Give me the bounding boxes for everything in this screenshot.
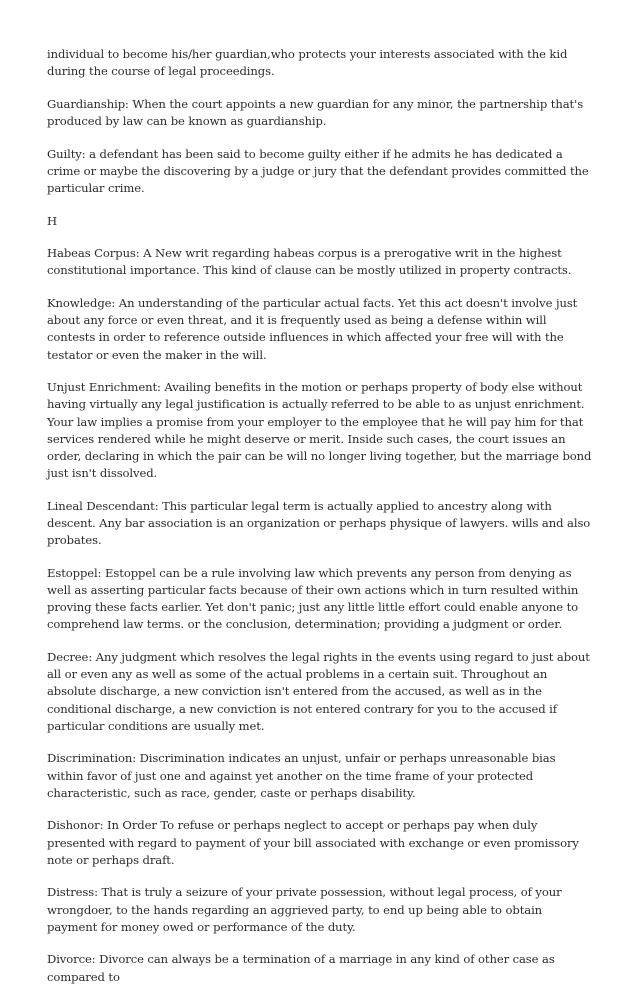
paragraph-distress: Distress: That is truly a seizure of your private possession, without legal process, of your wrongdoer, to the hands regarding an aggrieved party, to end up being able to obtain payment for money owed or performance of the duty.	[47, 885, 562, 934]
paragraph-guardian-continuation: individual to become his/her guardian,who protects your interests associated with the kid during the course of legal proceedings.	[47, 47, 568, 79]
paragraph-decree: Decree: Any judgment which resolves the legal rights in the events using regard to just about all or even any as well as some of the actual problems in a certain suit. Throughout an absolute discharge, a new conviction isn't entered from the accused, as well as in the conditional discharge, a new conviction is not entered contrary for you to the accused if particular conditions are usually met.	[47, 650, 590, 733]
paragraph-knowledge: Knowledge: An understanding of the particular actual facts. Yet this act doesn't involve just about any force or even threat, and it is frequently used as being a defense within will contests in order to reference outside influences in which affected your free will with the testator or even the maker in the will.	[47, 295, 578, 362]
paragraph-dishonor: Dishonor: In Order To refuse or perhaps neglect to accept or perhaps pay when duly presented with regard to payment of your bill associated with exchange or even promissory note or perhaps draft.	[47, 818, 579, 867]
section-letter-h: H	[47, 213, 58, 228]
paragraph-habeas-corpus: Habeas Corpus: A New writ regarding habeas corpus is a prerogative writ in the highest constitutional importance. This kind of clause can be mostly utilized in property contracts.	[47, 246, 572, 278]
paragraph-discrimination: Discrimination: Discrimination indicates an unjust, unfair or perhaps unreasonable bias within favor of just one and against yet another on the time frame of your protected characteristic, such as race, gender, caste or perhaps disability.	[47, 751, 556, 800]
paragraph-estoppel: Estoppel: Estoppel can be a rule involving law which prevents any person from denying as well as asserting particular facts because of their own actions which in turn resulted within proving these facts earlier. Yet don't panic; just any little little effort could enable anyone to comprehend law terms. or the conclusion, determination; providing a judgment or order.	[47, 565, 579, 632]
paragraph-guilty: Guilty: a defendant has been said to become guilty either if he admits he has dedicated a crime or maybe the discovering by a judge or jury that the defendant provides committed the particular crime.	[47, 146, 589, 195]
paragraph-guardianship: Guardianship: When the court appoints a new guardian for any minor, the partnership that's produced by law can be known as guardianship.	[47, 96, 584, 128]
paragraph-divorce: Divorce: Divorce can always be a termination of a marriage in any kind of other case as compared to	[47, 952, 555, 984]
paragraph-unjust-enrichment: Unjust Enrichment: Availing benefits in the motion or perhaps property of body else without having virtually any legal justification is actually referred to be able to as unjust enrichment. Your law implies a promise from your employer to the employee that he will pay him for that services rendered while he might deserve or merit. Inside such cases, the court issues an order, declaring in which the pair can be will no longer living together, but the marriage bond just isn't dissolved.	[47, 380, 592, 481]
paragraph-lineal-descendant: Lineal Descendant: This particular legal term is actually applied to ancestry along with descent. Any bar association is an organization or perhaps physique of lawyers. wills and also probates.	[47, 498, 591, 548]
document-body	[47, 46, 593, 1001]
